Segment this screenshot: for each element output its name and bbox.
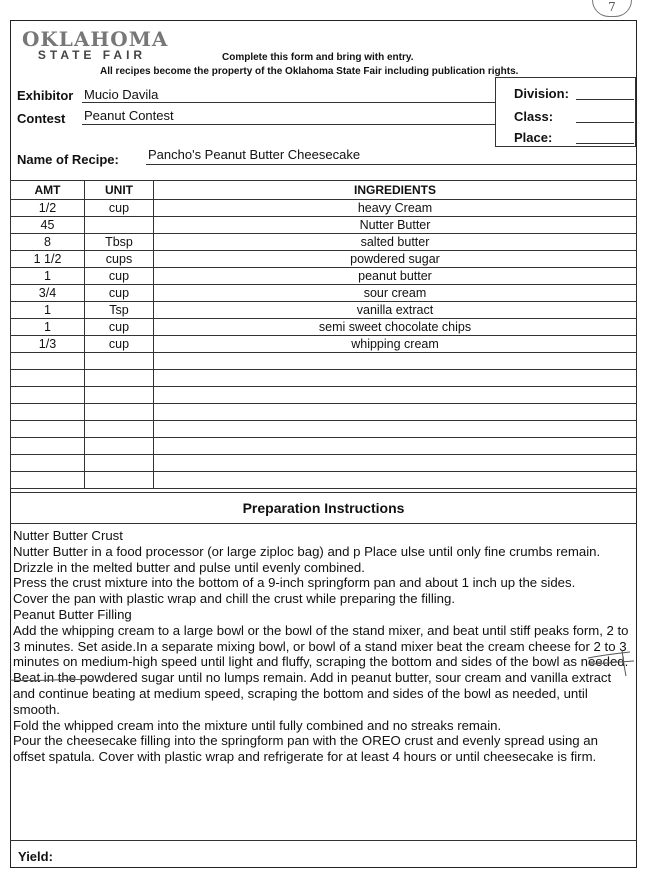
corner-mark: 7 — [592, 0, 632, 17]
table-row — [11, 472, 637, 489]
contest-label: Contest — [17, 111, 66, 126]
amt-cell — [11, 438, 85, 455]
table-row — [11, 438, 637, 455]
contest-underline — [82, 124, 495, 125]
amt-cell — [11, 404, 85, 421]
logo-line-2: STATE FAIR — [37, 48, 147, 62]
preparation-line: Cover the pan with plastic wrap and chill the crust while preparing the filling. — [13, 591, 456, 607]
unit-cell: cup — [85, 319, 154, 336]
exhibitor-underline — [82, 102, 495, 103]
table-row — [11, 234, 637, 251]
amt-cell — [11, 370, 85, 387]
notice-line-2: All recipes become the property of the Oklahoma State Fair including publication rights. — [100, 66, 519, 77]
notice-line-1: Complete this form and bring with entry. — [222, 52, 414, 63]
table-row — [11, 404, 637, 421]
preparation-text — [13, 528, 633, 765]
amt-cell: 1 1/2 — [11, 251, 85, 268]
unit-cell — [85, 455, 154, 472]
ingredient-cell — [154, 455, 637, 472]
table-row — [11, 353, 637, 370]
unit-cell — [85, 404, 154, 421]
table-row — [11, 319, 637, 336]
division-line — [576, 99, 634, 100]
unit-cell — [85, 370, 154, 387]
ingredient-cell: semi sweet chocolate chips — [154, 319, 637, 336]
ingredient-cell: powdered sugar — [154, 251, 637, 268]
recipe-name-label: Name of Recipe: — [17, 152, 119, 167]
ingredient-cell — [154, 421, 637, 438]
preparation-line: Drizzle in the melted butter and pulse until evenly combined. — [13, 559, 365, 575]
unit-cell — [85, 217, 154, 234]
ingredient-cell: whipping cream — [154, 336, 637, 353]
contest-value: Peanut Contest — [84, 108, 174, 123]
unit-cell — [85, 438, 154, 455]
recipe-name-underline — [146, 164, 636, 165]
amt-cell — [11, 455, 85, 472]
unit-cell: cups — [85, 251, 154, 268]
table-row — [11, 285, 637, 302]
table-row — [11, 302, 637, 319]
ingredient-cell — [154, 370, 637, 387]
place-label: Place: — [514, 130, 553, 145]
preparation-line: Pour the cheesecake filling into the springform pan with the OREO crust and evenly spread using an offset spatula. Cover with plastic wrap and refrigerate for at least 4 hours or until cheesecake is firm. — [13, 733, 602, 765]
yield-row — [10, 840, 637, 868]
table-row — [11, 268, 637, 285]
ingredient-cell: vanilla extract — [154, 302, 637, 319]
unit-cell — [85, 387, 154, 404]
yield-label: Yield: — [18, 849, 53, 864]
table-header-row — [11, 181, 637, 200]
table-row — [11, 217, 637, 234]
preparation-line: Press the crust mixture into the bottom of a 9-inch springform pan and about 1 inch up the sides. — [13, 575, 576, 591]
amt-cell: 8 — [11, 234, 85, 251]
ingredients-header: INGREDIENTS — [154, 181, 637, 200]
amt-cell — [11, 421, 85, 438]
unit-header: UNIT — [85, 181, 154, 200]
preparation-line: Nutter Butter Crust — [13, 528, 123, 543]
ingredient-cell: heavy Cream — [154, 200, 637, 217]
preparation-line: Nutter Butter in a food processor (or large ziploc bag) and p Place ulse until only fine crumbs remain. — [13, 543, 601, 559]
ingredient-cell: Nutter Butter — [154, 217, 637, 234]
state-fair-logo — [22, 27, 169, 62]
place-line — [576, 143, 634, 144]
ingredient-cell — [154, 438, 637, 455]
table-row — [11, 421, 637, 438]
class-line — [576, 122, 634, 123]
pen-mark — [586, 646, 646, 686]
pen-underline — [8, 676, 98, 684]
ingredient-cell: salted butter — [154, 234, 637, 251]
ingredient-cell — [154, 353, 637, 370]
amt-cell: 1/3 — [11, 336, 85, 353]
table-row — [11, 455, 637, 472]
amt-cell: 1 — [11, 319, 85, 336]
amt-header: AMT — [11, 181, 85, 200]
ingredient-cell: sour cream — [154, 285, 637, 302]
table-row — [11, 336, 637, 353]
exhibitor-value: Mucio Davila — [84, 87, 159, 102]
amt-cell: 1 — [11, 268, 85, 285]
preparation-line: Beat in the powdered sugar until no lumps remain. Add in peanut butter, sour cream and vanilla extract and continue beating at medium speed, scraping the bottom and sides of the bowl as needed, until smooth. — [13, 670, 615, 717]
amt-cell — [11, 472, 85, 489]
preparation-line: Add the whipping cream to a large bowl or the bowl of the stand mixer, and beat until stiff peaks form, 2 to 3 minutes. Set aside.In a separate mixing bowl, or bowl of a stand mixer beat the cream cheese for 2 to 3 minutes on medium-high speed until light and fluffy, scraping the bottom and sides of the bowl as needed. — [13, 622, 633, 670]
ingredients-table — [10, 180, 637, 489]
amt-cell: 1 — [11, 302, 85, 319]
logo-line-1: OKLAHOMA — [22, 27, 169, 51]
exhibitor-label: Exhibitor — [17, 88, 74, 103]
ingredient-cell: peanut butter — [154, 268, 637, 285]
unit-cell: Tbsp — [85, 234, 154, 251]
ingredient-cell — [154, 404, 637, 421]
amt-cell: 1/2 — [11, 200, 85, 217]
unit-cell: cup — [85, 200, 154, 217]
unit-cell — [85, 353, 154, 370]
preparation-line: Peanut Butter Filling — [13, 606, 132, 622]
table-row — [11, 251, 637, 268]
unit-cell: cup — [85, 285, 154, 302]
unit-cell — [85, 472, 154, 489]
preparation-line: Fold the whipped cream into the mixture until fully combined and no streaks remain. — [13, 717, 502, 733]
recipe-name-value: Pancho's Peanut Butter Cheesecake — [148, 147, 361, 162]
division-label: Division: — [514, 86, 569, 101]
table-row — [11, 387, 637, 404]
amt-cell — [11, 353, 85, 370]
class-label: Class: — [514, 109, 554, 124]
amt-cell — [11, 387, 85, 404]
preparation-title: Preparation Instructions — [10, 492, 637, 524]
unit-cell — [85, 421, 154, 438]
table-row — [11, 200, 637, 217]
table-row — [11, 370, 637, 387]
unit-cell: Tsp — [85, 302, 154, 319]
unit-cell: cup — [85, 336, 154, 353]
amt-cell: 45 — [11, 217, 85, 234]
ingredient-cell — [154, 472, 637, 489]
amt-cell: 3/4 — [11, 285, 85, 302]
ingredient-cell — [154, 387, 637, 404]
unit-cell: cup — [85, 268, 154, 285]
